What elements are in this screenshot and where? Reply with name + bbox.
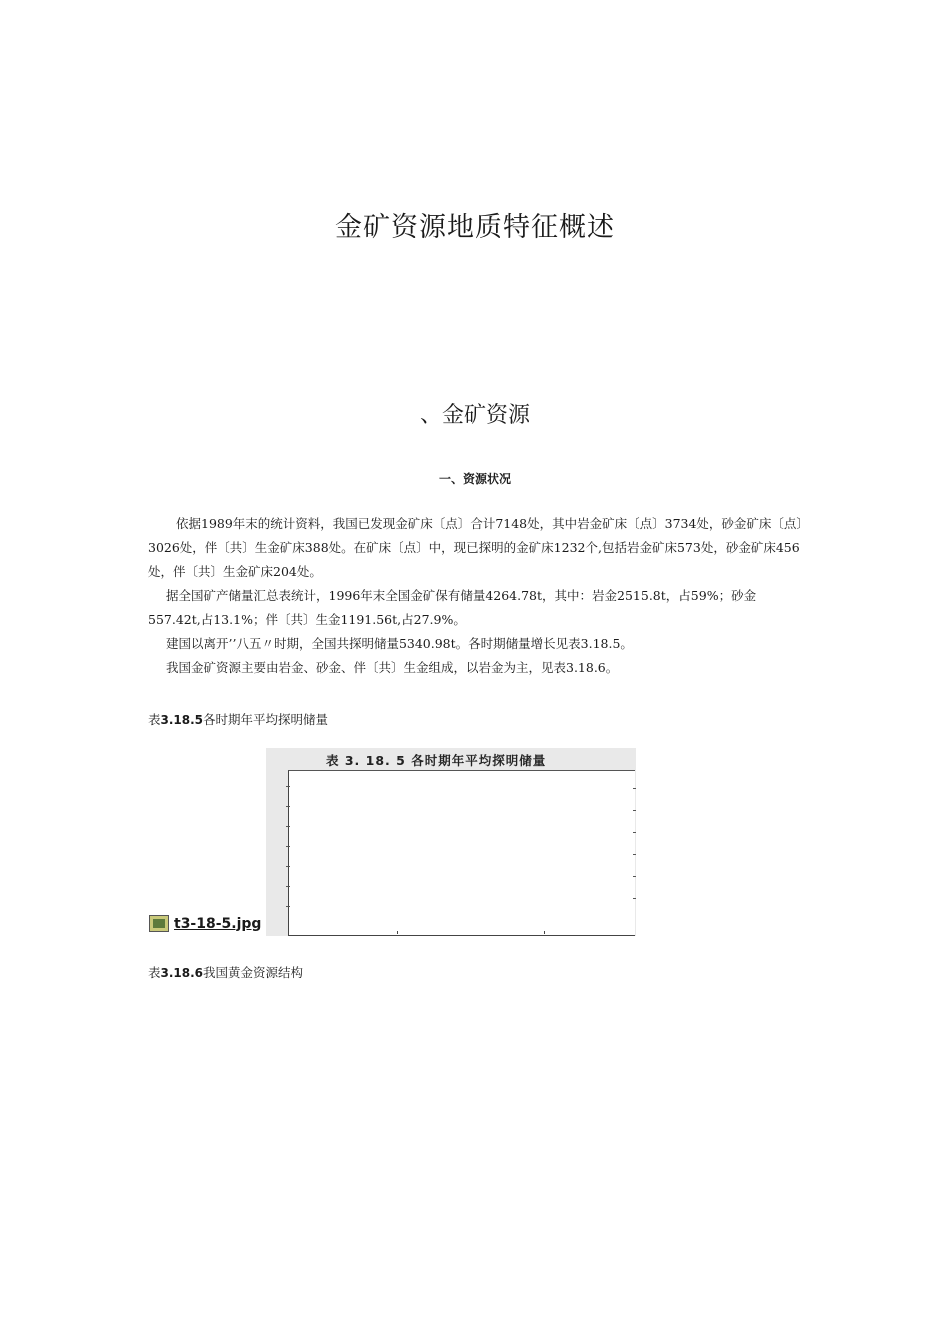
paragraph-deposit-statistics: 依据1989年末的统计资料，我国已发现金矿床〔点〕合计7148处，其中岩金矿床〔点〕3734处，砂金矿床〔点〕3026处，伴〔共〕生金矿床388处。在矿床〔点〕中，现已探明的金矿床1232个,包括岩金矿床573处，砂金矿床456处，伴〔共〕生金矿床204处。 — [148, 516, 803, 579]
scan-tick — [544, 931, 545, 934]
scan-tick — [633, 810, 636, 811]
scan-tick — [286, 866, 290, 867]
scan-tick — [286, 786, 290, 787]
paragraph-proven-reserves: 建国以离开’’八五〃时期，全国共探明储量5340.98t。各时期储量增长见表3.18.5。 — [166, 636, 633, 651]
subsection-title: 一、资源状况 — [438, 472, 511, 486]
caption-text: 我国黄金资源结构 — [203, 965, 304, 980]
table-caption-3-18-5 — [148, 710, 328, 728]
scan-table-title: 表 3. 18. 5 各时期年平均探明储量 — [326, 753, 547, 768]
scan-table-frame — [288, 770, 635, 936]
scan-tick — [286, 886, 290, 887]
image-attachment-link[interactable] — [149, 915, 261, 932]
caption-text: 各时期年平均探明储量 — [203, 712, 329, 727]
table-caption-3-18-6 — [148, 963, 303, 981]
section-title: 、金矿资源 — [419, 403, 530, 428]
scan-tick — [286, 826, 290, 827]
caption-prefix: 表 — [148, 712, 161, 727]
scanned-table-image — [266, 748, 636, 936]
image-file-icon — [149, 915, 169, 932]
caption-prefix: 表 — [148, 965, 161, 980]
scan-tick — [633, 898, 636, 899]
caption-number: 3.18.6 — [160, 966, 204, 980]
document-title: 金矿资源地质特征概述 — [335, 212, 615, 243]
paragraph-reserves-summary: 据全国矿产储量汇总表统计，1996年末全国金矿保有储量4264.78t，其中：岩金2515.8t，占59%；砂金557.42t,占13.1%；伴〔共〕生金1191.56t,占27.9%。 — [148, 588, 757, 627]
scan-tick — [286, 906, 290, 907]
scan-tick — [633, 832, 636, 833]
scan-tick — [633, 788, 636, 789]
body-text — [148, 512, 808, 680]
caption-number: 3.18.5 — [160, 713, 204, 727]
scan-tick — [286, 846, 290, 847]
scan-tick — [397, 931, 398, 934]
scan-tick — [633, 876, 636, 877]
scan-tick — [633, 854, 636, 855]
scan-tick — [286, 806, 290, 807]
paragraph-resource-composition: 我国金矿资源主要由岩金、砂金、伴〔共〕生金组成，以岩金为主，见表3.18.6。 — [166, 660, 619, 675]
attachment-filename[interactable]: t3-18-5.jpg — [174, 915, 262, 932]
